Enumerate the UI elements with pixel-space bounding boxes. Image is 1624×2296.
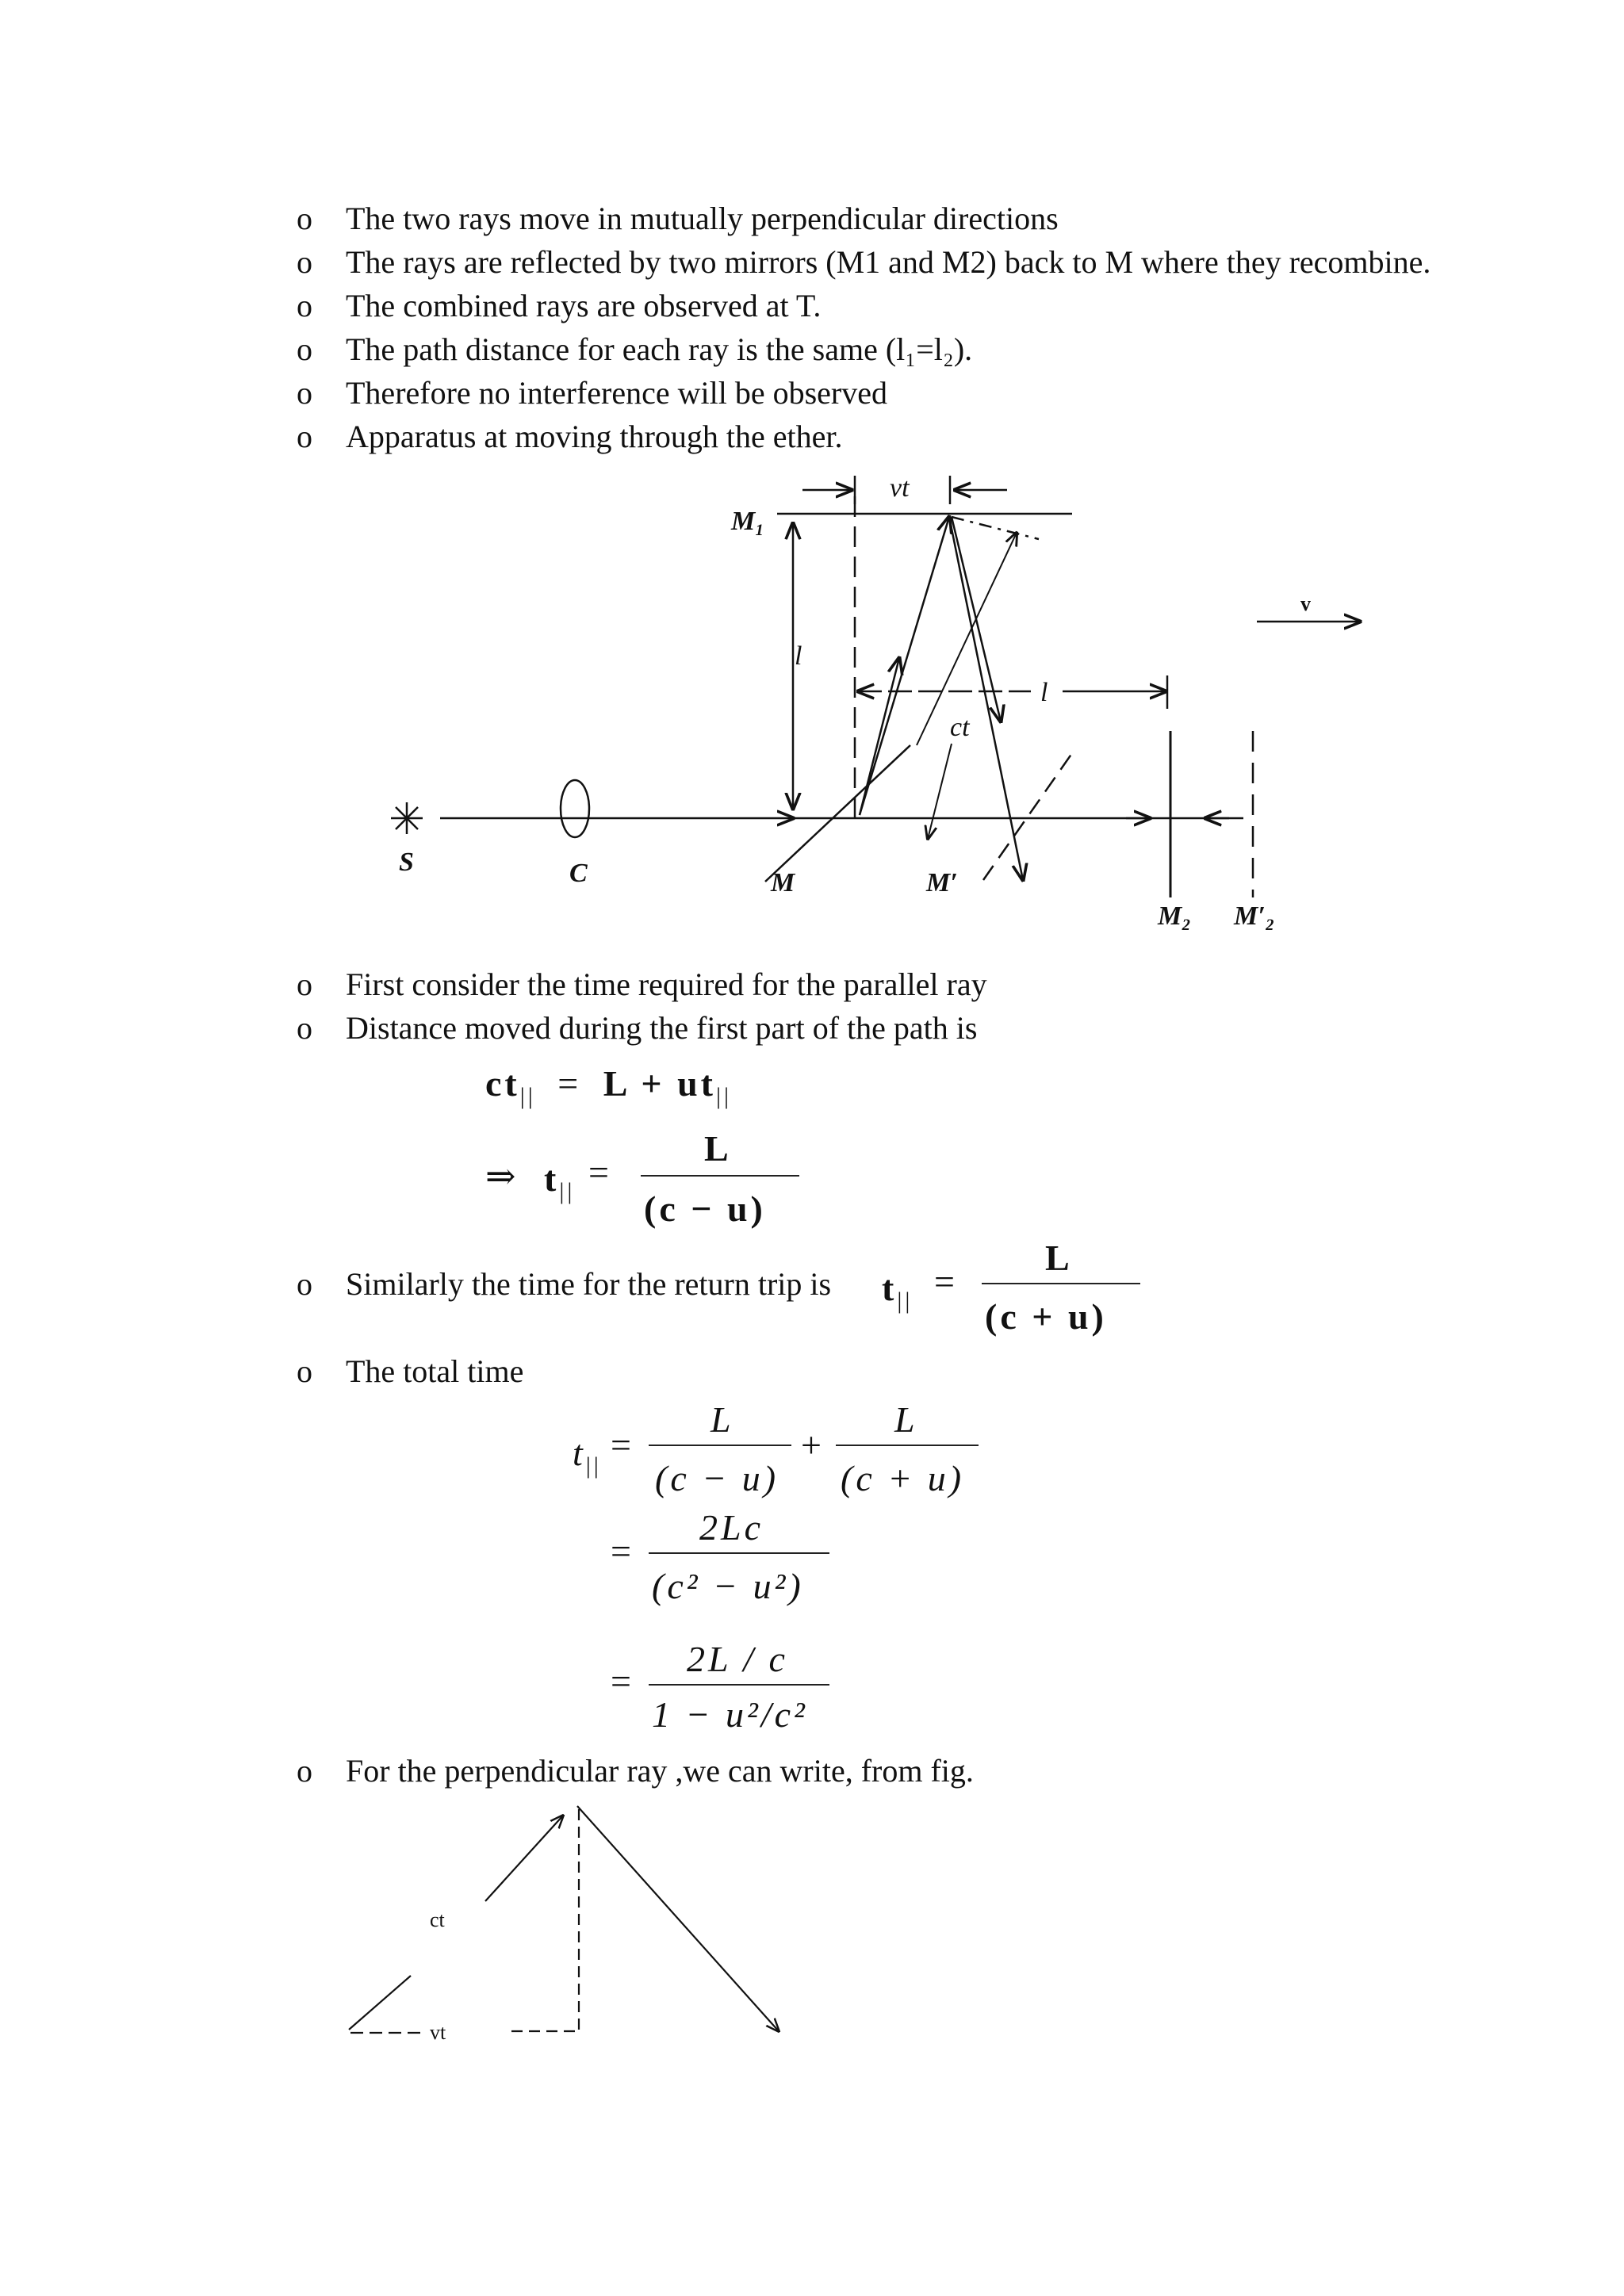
eq4-eq-2: = bbox=[611, 1531, 634, 1571]
eq4-f1-den: (c − u) bbox=[655, 1458, 779, 1498]
label-vt: vt bbox=[430, 2021, 446, 2044]
bullet-marker: o bbox=[297, 375, 312, 411]
eq1-sub: || bbox=[519, 1083, 536, 1110]
bullet-text: The two rays move in mutually perpendicular directions bbox=[346, 201, 1059, 236]
beam-splitter-M bbox=[765, 745, 910, 882]
label-M1: M₁ bbox=[731, 507, 765, 536]
perpendicular-ray-diagram bbox=[0, 1792, 1624, 2045]
eq4-f2-den: (c + u) bbox=[841, 1458, 965, 1498]
bullet-marker: o bbox=[297, 244, 312, 280]
eq3-den: (c + u) bbox=[985, 1296, 1107, 1337]
label-M: M bbox=[771, 868, 795, 897]
bullet-text: Therefore no interference will be observed bbox=[346, 375, 887, 411]
fraction-bar bbox=[649, 1445, 791, 1446]
label-l-vertical: l bbox=[795, 641, 802, 671]
eq4-lhs: t bbox=[573, 1433, 586, 1473]
bullet-marker: o bbox=[297, 201, 312, 236]
eq4-eq-1: = bbox=[611, 1425, 634, 1465]
bullet-marker: o bbox=[297, 966, 312, 1002]
eq2-sub: || bbox=[559, 1178, 576, 1205]
eq1-lhs: ct bbox=[485, 1063, 520, 1104]
bullet-marker: o bbox=[297, 331, 312, 367]
bullet-text: For the perpendicular ray ,we can write, from fig. bbox=[346, 1753, 974, 1789]
eq2-num: L bbox=[704, 1128, 732, 1169]
label-C: C bbox=[569, 859, 588, 888]
eq4-f3-den: (c² − u²) bbox=[652, 1566, 804, 1606]
eq4-plus: + bbox=[801, 1425, 825, 1465]
bullet-marker: o bbox=[297, 288, 312, 323]
equation-distance bbox=[485, 1062, 732, 1110]
implies-arrow: ⇒ bbox=[485, 1156, 519, 1196]
label-S: S bbox=[399, 848, 414, 877]
label-ct: ct bbox=[430, 1908, 445, 1931]
bullet-text: Distance moved during the first part of the path is bbox=[346, 1010, 978, 1046]
label-ct: ct bbox=[950, 713, 970, 742]
bullet-text: Similarly the time for the return trip is bbox=[346, 1266, 832, 1302]
eq2-lhs: t bbox=[544, 1158, 560, 1199]
eq2-den: (c − u) bbox=[644, 1188, 766, 1229]
bullet-marker: o bbox=[297, 1353, 312, 1389]
eq4-eq-3: = bbox=[611, 1661, 634, 1701]
eq3-eq: = bbox=[934, 1261, 958, 1302]
fraction-bar bbox=[641, 1175, 799, 1177]
label-M2-prime: M′₂ bbox=[1234, 901, 1275, 931]
bullet-text: Apparatus at moving through the ether. bbox=[346, 419, 843, 454]
bullet-marker: o bbox=[297, 1753, 312, 1789]
eq3-lhs: t bbox=[882, 1268, 898, 1308]
fraction-bar bbox=[836, 1445, 979, 1446]
label-M-prime: M′ bbox=[926, 868, 958, 897]
bullet-text: First consider the time required for the parallel ray bbox=[346, 966, 987, 1002]
fraction-bar bbox=[982, 1283, 1140, 1284]
bullet-text: The combined rays are observed at T. bbox=[346, 288, 822, 323]
collimator-lens bbox=[561, 780, 589, 837]
bullet-text: The path distance for each ray is the same (l₁=l₂). bbox=[346, 331, 973, 367]
beam-splitter-M-prime bbox=[983, 753, 1072, 880]
source-star-icon bbox=[391, 802, 423, 834]
label-v: v bbox=[1300, 592, 1311, 615]
label-M2: M₂ bbox=[1158, 901, 1192, 931]
bullet-text: The rays are reflected by two mirrors (M1 and M2) back to M where they recombine. bbox=[346, 244, 1431, 280]
label-l-horizontal: l bbox=[1040, 678, 1048, 707]
interferometer-diagram bbox=[0, 460, 1624, 951]
eq4-f3-num: 2Lc bbox=[699, 1507, 764, 1548]
eq4-f4-den: 1 − u²/c² bbox=[652, 1694, 808, 1735]
eq4-f2-num: L bbox=[894, 1399, 918, 1440]
bullet-marker: o bbox=[297, 1266, 312, 1302]
eq4-f4-num: 2L / c bbox=[687, 1639, 788, 1679]
bullet-marker: o bbox=[297, 419, 312, 454]
eq1-rhs-sub: || bbox=[715, 1083, 732, 1110]
label-vt: vt bbox=[890, 473, 910, 503]
bullet-text: The total time bbox=[346, 1353, 524, 1389]
eq3-sub: || bbox=[897, 1288, 914, 1314]
eq2-eq: = bbox=[588, 1152, 612, 1192]
eq3-num: L bbox=[1045, 1238, 1073, 1278]
eq1-eq: = bbox=[557, 1063, 582, 1104]
bullet-marker: o bbox=[297, 1010, 312, 1046]
eq4-f1-num: L bbox=[710, 1399, 734, 1440]
fraction-bar bbox=[649, 1684, 829, 1686]
fraction-bar bbox=[649, 1552, 829, 1554]
eq4-sub: || bbox=[585, 1452, 602, 1479]
eq1-rhs: L + ut bbox=[603, 1063, 716, 1104]
